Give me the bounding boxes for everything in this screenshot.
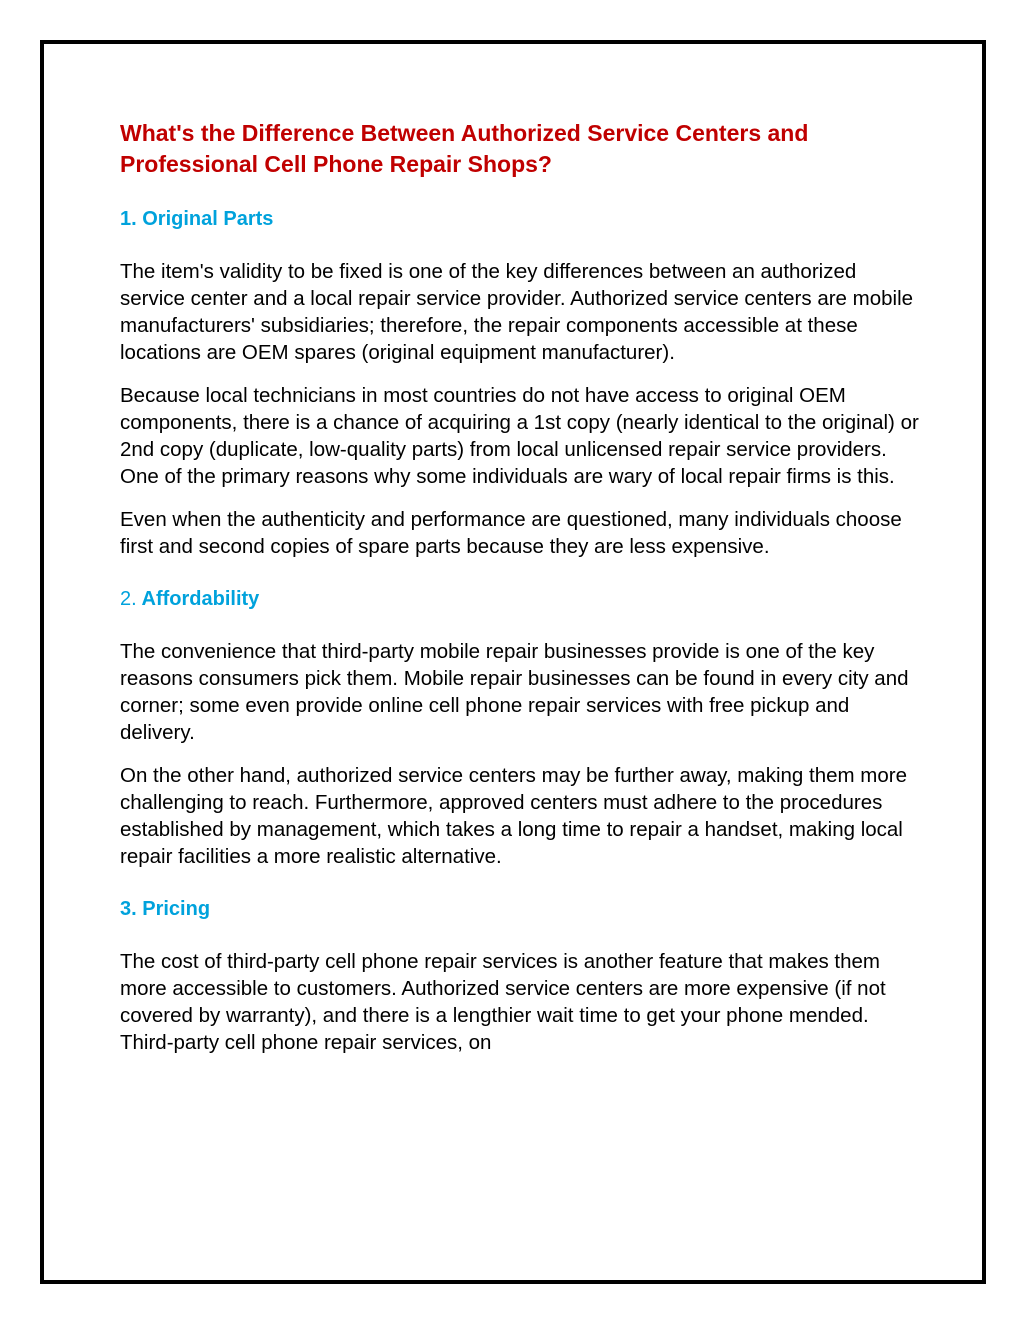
document-body (120, 118, 920, 1072)
paragraph: Because local technicians in most countries do not have access to original OEM components, there is a chance of acquiring a 1st copy (nearly identical to the original) or 2nd copy (duplicate, low-quality parts) from local unlicensed repair service providers. One of the primary reasons why some individuals are wary of local repair firms is this. (120, 384, 919, 488)
section-title: Pricing (142, 898, 211, 920)
paragraph: The item's validity to be fixed is one of the key differences between an authorized service center and a local repair service provider. Authorized service centers are mobile manufacturers' subsidiaries; therefore, the repair components accessible at these locations are OEM spares (original equipment manufacturer). (120, 260, 914, 364)
section-number: 2. (120, 588, 137, 610)
section-number: 3. (120, 898, 137, 920)
section-title: Affordability (141, 588, 260, 610)
section-number: 1. (120, 208, 137, 230)
section-heading-affordability (120, 586, 920, 612)
paragraph: The cost of third-party cell phone repair services is another feature that makes them more accessible to customers. Authorized service centers are more expensive (if not covered by warranty), and there is a lengthier wait time to get your phone mended. Third-party cell phone repair services, on (120, 950, 886, 1054)
paragraph: On the other hand, authorized service centers may be further away, making them more challenging to reach. Furthermore, approved centers must adhere to the procedures established by management, which takes a long time to repair a handset, making local repair facilities a more realistic alternative. (120, 764, 907, 868)
section-title: Original Parts (142, 208, 274, 230)
section-heading-pricing (120, 896, 920, 922)
paragraph: Even when the authenticity and performance are questioned, many individuals choose first and second copies of spare parts because they are less expensive. (120, 508, 902, 558)
section-heading-original-parts (120, 206, 920, 232)
document-title: What's the Difference Between Authorized Service Centers and Professional Cell Phone Repair Shops? (120, 120, 809, 177)
paragraph: The convenience that third-party mobile repair businesses provide is one of the key reasons consumers pick them. Mobile repair businesses can be found in every city and corner; some even provide online cell phone repair services with free pickup and delivery. (120, 640, 909, 744)
